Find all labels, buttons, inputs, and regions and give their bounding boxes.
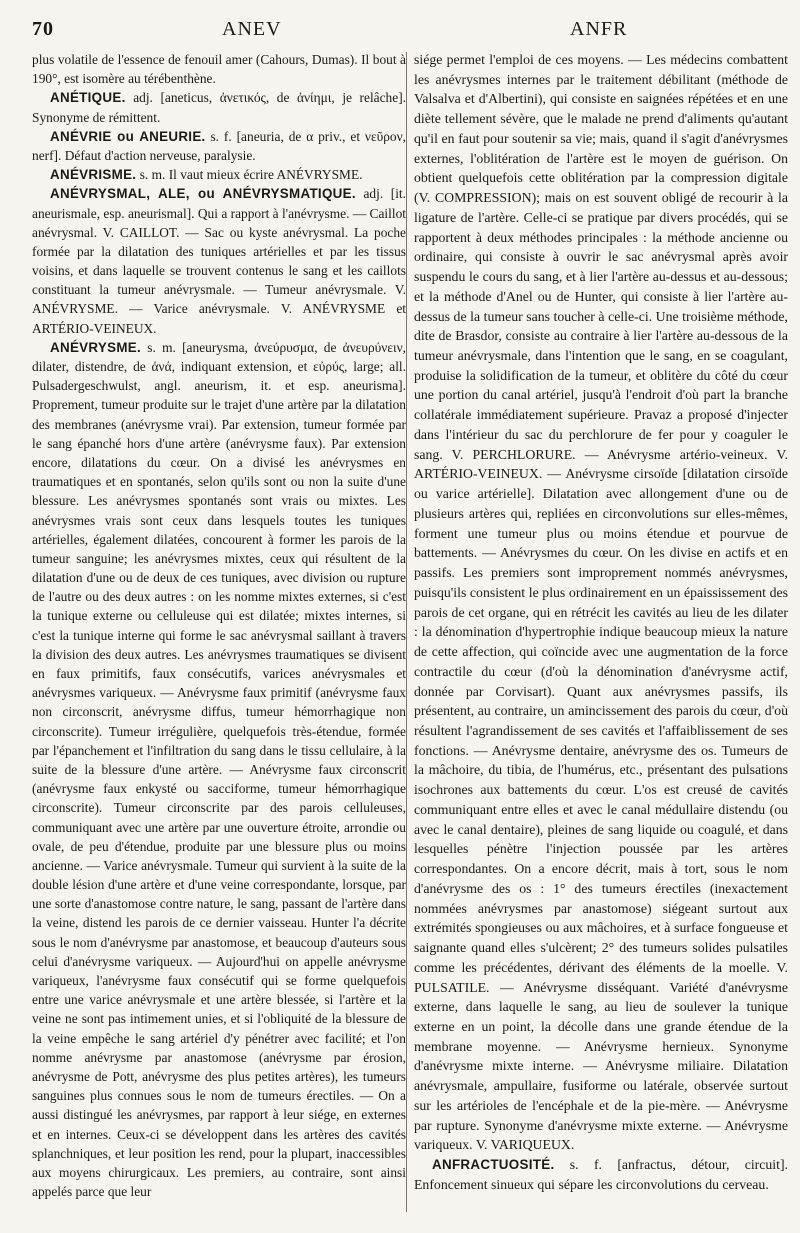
definition-text: s. m. [aneurysma, ἀνεύρυσμα, de ἀνευρύνειν, dilater, distendre, de ἀνά, indiquant extension, et εὐρύς, large; all. Pulsadergeschwulst, angl. aneurism, it. et esp. aneurisma]. Proprement, tumeur produite sur le trajet d'une artère par la dilatation des membranes (anévrysme vrai). Par extension, tumeur formée par le sang épanché hors d'une artère (anévrysme faux). Par extension encore, dilatations du cœur. On a divisé les anévrysmes en traumatiques et en spontanés, selon qu'ils sont ou non la suite d'une blessure. Les anévrysmes spontanés sont vrais ou mixtes. Les anévrysmes vrais sont ceux dans lesquels toutes les tuniques artérielles, également dilatées, concourent à former les parois de la tumeur sanguine; les anévrysmes mixtes, ceux qui résultent de la dilatation d'une ou de deux de ces tuniques, avec division ou rupture de l'autre ou des deux autres : on les nomme mixtes externes, si c'est la tunique externe ou celluleuse qui est dilatée; mixtes internes, si c'est la tunique interne qui forme le sac anévrysmal saillant à travers la division des deux autres. Les anévrysmes traumatiques se divisent en faux primitifs, faux consécutifs, varices anévrysmales et anévrysmes variqueux. — Anévrysme faux primitif (anévrysme faux non circonscrit, anévrysme diffus, tumeur hémorrhagique non circonscrite). Tumeur irrégulière, quelquefois très-étendue, formée par l'épanchement et l'infiltration du sang dans le tissu cellulaire, à la suite de la blessure d'une artère. — Anévrysme faux circonscrit (anévrysme faux enkysté ou sacciforme, tumeur hémorrhagique circonscrite). Tumeur circonscrite par des parois celluleuses, communiquant avec une artère par une ouverture étroite, arrondie ou ovale, de peu d'étendue, produite par une blessure plus ou moins ancienne. — Varice anévrysmale. Tumeur qui survient à la suite de la double lésion d'une artère et d'une veine correspondante, lorsque, par une sorte d'anastomose contre nature, le sang, passant de l'artère dans la veine, distend les parois de ce dernier vaisseau. Hunter l'a décrite sous le nom d'anévrysme par anastomose, et beaucoup d'auteurs sous celui d'anévrysme variqueux. — Aujourd'hui on appelle anévrysme variqueux, l'anévrysme faux consécutif qui se forme quelquefois entre une varice anévrysmale et une artère blessée, si l'artère et la veine ne sont pas intimement unies, et si l'obliquité de la blessure de la veine empêche le sang artériel d'y pénétrer avec facilité; et l'on nomme anévrysme par anastomose (anévrysme par érosion, anévrysme de Pott, anévrysme des plus petites artères), les tumeurs sanguines plus connues sous le nom de tumeurs érectiles. — On a aussi distingué les anévrysmes, par rapport à leur siége, en externes et en internes. Ceux-ci se développent dans les artères des cavités splanchniques, et leur position les rend, pour la plupart, inaccessibles aux moyens chirurgicaux. Les premiers, au contraire, sont ainsi appelés parce que leur (32, 339, 406, 1200)
definition-text: adj. [it. aneurismale, esp. aneurismal]. Qui a rapport à l'anévrysme. — Caillot anévrysmal. V. CAILLOT. — Sac ou kyste anévrysmal. La poche formée par la dilatation des tuniques artérielles et par les tissus voisins, et dans laquelle se trouvent contenus le sang et les caillots constituant la tumeur anévrysmale. — Tumeur anévrysmale. V. ANÉVRYSME. — Varice anévrysmale. V. ANÉVRYSME et ARTÉRIO-VEINEUX. (32, 186, 406, 336)
paragraph-text: plus volatile de l'essence de fenouil amer (Cahours, Dumas). Il bout à 190°, est isomère au térébenthène. (32, 52, 406, 87)
paragraph (32, 50, 406, 88)
page-number: 70 (32, 18, 54, 40)
column-divider (406, 52, 407, 1212)
definition-text: adj. [aneticus, ἀνετικός, de ἀνίημι, je relâche]. Synonyme de rémittent. (32, 90, 406, 125)
headword: ANÉVRISME. (50, 167, 137, 183)
definition-text: s. f. [anfractus, détour, circuit]. Enfoncement sinueux qui sépare les circonvolutions du cerveau. (414, 1157, 788, 1192)
headword: ANÉVRYSME. (50, 339, 142, 355)
paragraph (414, 50, 788, 1155)
headword: ANÉVRIE ou ANEURIE. (50, 128, 206, 144)
dictionary-entry (32, 338, 406, 1201)
definition-text: s. m. Il vaut mieux écrire ANÉVRYSME. (136, 167, 363, 183)
dictionary-entry (32, 165, 406, 184)
headword: ANÉTIQUE. (50, 90, 126, 106)
headword: ANÉVRYSMAL, ALE, ou ANÉVRYSMATIQUE. (50, 186, 356, 202)
right-column (414, 50, 788, 1220)
left-column (32, 50, 406, 1220)
dictionary-entry (32, 127, 406, 165)
right-running-head: ANFR (570, 18, 628, 40)
headword: ANFRACTUOSITÉ. (432, 1157, 555, 1173)
dictionary-entry (32, 88, 406, 126)
paragraph-text: siége permet l'emploi de ces moyens. — Les médecins combattent les anévrysmes internes par le traitement débilitant (méthode de Valsalva et d'Albertini), qui consiste en saignées répétées et en une diète tellement sévère, que le malade ne prend d'aliments qu'autant qu'il en faut pour soutenir sa vie; mais, quand il s'agit d'anévrysmes externes, l'oblitération de l'artère est le moyen de guérison. On obtient quelquefois cette oblitération par la compression digitale (V. COMPRESSION); mais on est souvent obligé de recourir à la ligature de l'artère. Celle-ci se pratique par divers procédés, qui se rapportent à deux méthodes principales : la méthode ancienne ou ordinaire, qui consiste à ouvrir le sac anévrysmal après avoir suspendu le cours du sang, et à lier l'artère au-dessus et au-dessous; et la méthode d'Anel ou de Hunter, qui consiste à lier l'artère au-dessus de la tumeur sans toucher à celle-ci. Une troisième méthode, dite de Brasdor, consiste au contraire à lier l'artère au-dessous de la tumeur anévrysmale, dans l'intention que le sang, en se coagulant, produise la solidification de la tumeur, et oblitère du côté du cœur une portion du canal artériel, jusqu'à l'endroit d'où part la branche collatérale immédiatement supérieure. Pravaz a proposé d'injecter dans l'intérieur du sac du perchlorure de fer pour y coaguler le sang. V. PERCHLORURE. — Anévrysme artério-veineux. V. ARTÉRIO-VEINEUX. — Anévrysme cirsoïde [dilatation cirsoïde ou varice artérielle]. Dilatation avec allongement d'une ou de plusieurs artères qui, repliées en circonvolutions sur elles-mêmes, forment une tumeur plus ou moins étendue et pourvue de battements. — Anévrysmes du cœur. On les divise en actifs et en passifs. Les premiers sont improprement nommés anévrysmes, puisqu'ils consistent le plus ordinairement en un épaississement des parois de cet organe, qui en rétrécit les cavités au lieu de les dilater : la dénomination d'hypertrophie indique beaucoup mieux la nature de cette affection, qui coïncide avec une augmentation de la force contractile du cœur (d'où la dénomination d'anévrysme actif, donnée par Corvisart). Quant aux anévrysmes passifs, ils présentent, au contraire, un amincissement des parois du cœur, d'où résultent l'agrandissement de ses cavités et l'affaiblissement de ses fonctions. — Anévrysme dentaire, anévrysme des os. Tumeurs de la mâchoire, du tibia, de l'humérus, etc., présentant des pulsations isochrones aux battements du cœur. L'os est creusé de cavités communiquant entre elles et avec le canal médullaire distendu (ou avec le canal dentaire), pleines de sang liquide ou coagulé, et dans lesquelles pénètre l'injection poussée par les artères correspondantes. On a encore décrit, mais à tort, sous le nom d'anévrysme des os : 1° des tumeurs érectiles (inexactement nommées anévrysmes par anastomose) siégeant surtout aux extrémités spongieuses ou aux mâchoires, et à surface fongueuse et saignante quand elles s'ulcèrent; 2° des tumeurs solides pulsatiles comme les précédentes, dérivant des éléments de la moelle. V. PULSATILE. — Anévrysme disséquant. Variété d'anévrysme externe, dans laquelle le sang, au lieu de soulever la tunique externe en un point, la décolle dans une grande étendue de la membrane moyenne. — Anévrysme hernieux. Synonyme d'anévrysme mixte interne. — Anévrysme miliaire. Dilatation anévrysmale, ampullaire, fusiforme ou latérale, observée surtout sur les artérioles de l'encéphale et de la pie-mère. — Anévrysme par rupture. Synonyme d'anévrysme mixte externe. — Anévrysme variqueux. V. VARIQUEUX. (414, 52, 788, 1153)
definition-text: s. f. [aneuria, de α priv., et νεῦρον, nerf]. Défaut d'action nerveuse, paralysie. (32, 128, 406, 163)
left-running-head: ANEV (222, 18, 282, 40)
dictionary-entry (414, 1155, 788, 1194)
page-header (32, 18, 776, 48)
dictionary-entry (32, 184, 406, 338)
